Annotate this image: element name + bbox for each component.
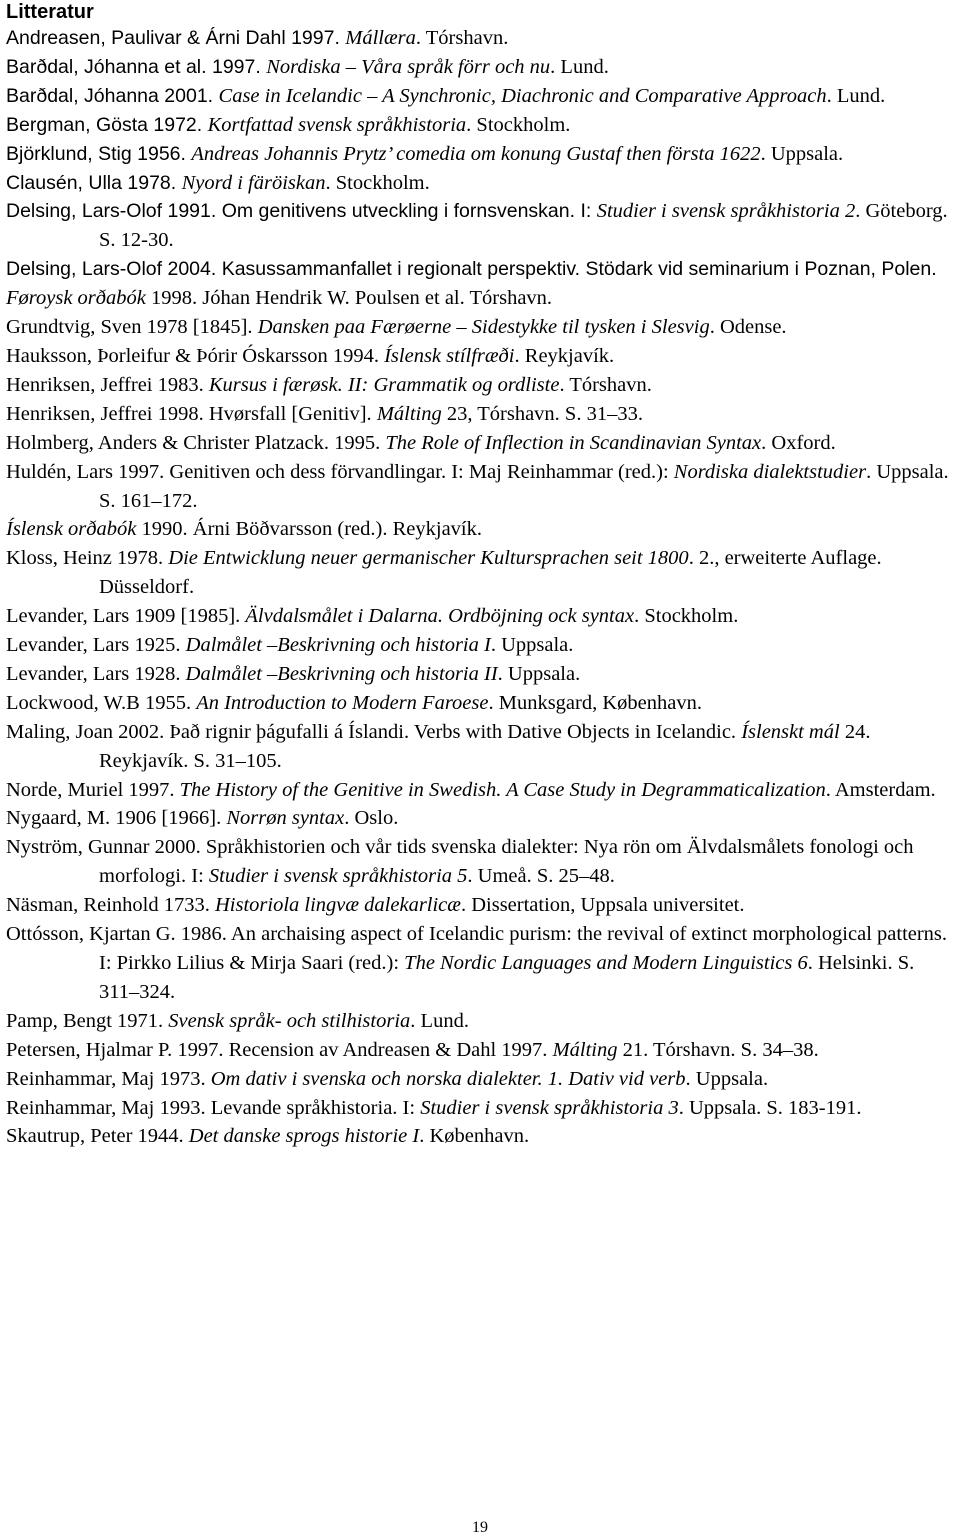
reference-title-italic: The Nordic Languages and Modern Linguistics 6 [404, 952, 808, 974]
reference-text: 1998. Jóhan Hendrik W. Poulsen et al. Tórshavn. [145, 287, 553, 310]
reference-text: Lockwood, W.B 1955. [6, 691, 197, 714]
reference-text: Reinhammar, Maj 1973. [6, 1067, 211, 1090]
reference-entry [6, 833, 956, 891]
reference-text: Näsman, Reinhold 1733. [6, 894, 215, 917]
reference-text: Delsing, Lars-Olof 1991. Om genitivens utveckling i fornsvenskan. I: [6, 200, 597, 223]
reference-entry [6, 544, 956, 602]
reference-text: . Uppsala. [497, 662, 581, 685]
reference-text: Maling, Joan 2002. Það rignir þágufalli á Íslandi. Verbs with Dative Objects in Icelandic. [6, 720, 742, 743]
reference-title-italic: Málting [376, 402, 442, 425]
section-heading: Litteratur [6, 1, 94, 23]
reference-title-italic: Íslensk stílfræði [384, 344, 515, 367]
reference-title-italic: The History of the Genitive in Swedish. A Case Study in Degrammaticalization [179, 778, 826, 801]
reference-title-italic: Kursus i færøsk. II: Grammatik og ordliste [208, 373, 560, 396]
reference-text: . Göteborg. S. 12-30. [99, 200, 948, 252]
reference-text: Petersen, Hjalmar P. 1997. Recension av Andreasen & Dahl 1997. [6, 1038, 553, 1061]
reference-entry [6, 660, 956, 689]
reference-entry [6, 1094, 956, 1123]
reference-text: . Stockholm. [466, 113, 571, 136]
reference-text: Bergman, Gösta 1972. [6, 113, 208, 136]
reference-text: . Amsterdam. [825, 778, 936, 801]
reference-text: . Munksgard, København. [488, 691, 702, 714]
reference-text: . Dissertation, Uppsala universitet. [460, 894, 745, 917]
reference-entry [6, 458, 956, 516]
reference-text: . Stockholm. [634, 605, 739, 628]
reference-text: . Umeå. S. 25–48. [467, 865, 615, 888]
reference-text: . Oxford. [761, 431, 836, 454]
reference-entry [6, 400, 956, 429]
reference-text: . Uppsala. [490, 634, 574, 657]
reference-entry [6, 313, 956, 342]
reference-entry [6, 197, 956, 255]
reference-text: . Lund. [550, 55, 609, 78]
reference-text: . 2., erweiterte Auflage. Düsseldorf. [99, 547, 882, 599]
reference-title-italic: Svensk språk- och stilhistoria [168, 1009, 411, 1032]
reference-title-italic: Íslensk orðabók [6, 518, 137, 541]
reference-text: . Uppsala. S. 183-191. [678, 1096, 862, 1119]
reference-entry [6, 82, 956, 111]
reference-title-italic: Nordiska – Våra språk förr och nu [266, 55, 551, 78]
reference-text: . Lund. [826, 84, 886, 107]
reference-entry [6, 1065, 956, 1094]
page-number: 19 [472, 1519, 488, 1536]
reference-list [6, 24, 956, 1151]
reference-title-italic: Det danske sprogs historie I [188, 1125, 420, 1148]
reference-text: . Helsinki. S. 311–324. [99, 952, 915, 1003]
reference-entry [6, 429, 956, 458]
reference-text: . Oslo. [344, 807, 399, 830]
reference-entry [6, 140, 956, 169]
reference-entry [6, 1007, 956, 1036]
reference-text: Delsing, Lars-Olof 2004. Kasussammanfallet i regionalt perspektiv. Stödark vid seminarium i Poznan, Polen. [6, 258, 937, 281]
reference-text: Clausén, Ulla 1978. [6, 171, 182, 194]
reference-entry [6, 284, 956, 313]
reference-entry [6, 371, 956, 400]
reference-entry [6, 1036, 956, 1065]
reference-text: Henriksen, Jeffrei 1983. [6, 373, 209, 396]
reference-text: . Reykjavík. [514, 344, 615, 367]
reference-entry [6, 169, 956, 198]
reference-entry [6, 689, 956, 718]
reference-text: Grundtvig, Sven 1978 [1845]. [6, 316, 258, 339]
reference-text: Levander, Lars 1909 [1985]. [6, 605, 246, 628]
reference-entry [6, 631, 956, 660]
reference-text: . Odense. [709, 316, 787, 339]
reference-text: 21. Tórshavn. S. 34–38. [617, 1038, 819, 1061]
reference-text: Holmberg, Anders & Christer Platzack. 1995. [6, 431, 386, 454]
reference-text: . Uppsala. [760, 142, 844, 165]
reference-entry [6, 111, 956, 140]
reference-text: Levander, Lars 1928. [6, 662, 186, 685]
reference-title-italic: Mállæra [345, 27, 416, 49]
reference-entry [6, 515, 956, 544]
reference-text: Huldén, Lars 1997. Genitiven och dess förvandlingar. I: Maj Reinhammar (red.): [6, 460, 674, 483]
reference-text: Nyström, Gunnar 2000. Språkhistorien och vår tids svenska dialekter: Nya rön om Älvdalsmålets fonologi och morfologi. I: [6, 836, 914, 888]
reference-title-italic: Málting [552, 1038, 618, 1061]
reference-title-italic: Andreas Johannis Prytz’ comedia om konung Gustaf then första 1622 [191, 142, 761, 165]
reference-title-italic: Nyord i färöiskan [181, 171, 326, 194]
reference-text: Norde, Muriel 1997. [6, 778, 180, 801]
reference-title-italic: Studier i svensk språkhistoria 2 [596, 200, 856, 223]
reference-entry [6, 718, 956, 776]
reference-text: . Uppsala. S. 161–172. [99, 460, 949, 512]
reference-title-italic: Dalmålet –Beskrivning och historia I [185, 634, 491, 657]
reference-entry [6, 24, 956, 53]
reference-title-italic: Die Entwicklung neuer germanischer Kultursprachen seit 1800 [168, 547, 689, 570]
reference-entry [6, 1122, 956, 1151]
reference-text: 23, Tórshavn. S. 31–33. [441, 402, 643, 425]
reference-text: Björklund, Stig 1956. [6, 142, 192, 165]
reference-title-italic: Älvdalsmålet i Dalarna. Ordböjning ock syntax [245, 605, 635, 628]
reference-entry [6, 255, 956, 284]
reference-text: . Tórshavn. [415, 27, 509, 49]
reference-text: Levander, Lars 1925. [6, 634, 186, 657]
reference-text: Kloss, Heinz 1978. [6, 547, 169, 570]
reference-text: . Tórshavn. [559, 373, 652, 396]
reference-text: Barðdal, Jóhanna 2001. [6, 84, 219, 107]
bibliography-page [6, 0, 956, 1151]
reference-entry [6, 891, 956, 920]
reference-text: Barðdal, Jóhanna et al. 1997. [6, 55, 267, 78]
reference-entry [6, 342, 956, 371]
reference-entry [6, 53, 956, 82]
reference-text: Andreasen, Paulivar & Árni Dahl 1997. [6, 27, 346, 49]
reference-text: 1990. Árni Böðvarsson (red.). Reykjavík. [136, 518, 482, 541]
reference-text: Pamp, Bengt 1971. [6, 1009, 169, 1032]
reference-text: Hauksson, Þorleifur & Þórir Óskarsson 1994. [6, 344, 385, 367]
reference-text: Ottósson, Kjartan G. 1986. An archaising aspect of Icelandic purism: the revival of extinct morphological patterns. I: Pirkko Lilius & Mirja Saari (red.): [6, 923, 948, 974]
reference-title-italic: Íslenskt mál [741, 720, 840, 743]
reference-text: 24. Reykjavík. S. 31–105. [99, 720, 871, 772]
reference-text: Nygaard, M. 1906 [1966]. [6, 807, 227, 830]
reference-entry [6, 602, 956, 631]
reference-title-italic: Studier i svensk språkhistoria 5 [208, 865, 468, 888]
reference-title-italic: Historiola lingvæ dalekarlicæ [214, 894, 461, 917]
reference-title-italic: Kortfattad svensk språkhistoria [207, 113, 467, 136]
reference-text: . København. [419, 1125, 530, 1148]
reference-entry [6, 776, 956, 805]
reference-title-italic: Case in Icelandic – A Synchronic, Diachronic and Comparative Approach [218, 84, 827, 107]
reference-text: . Uppsala. [685, 1067, 769, 1090]
reference-text: . Lund. [410, 1009, 469, 1032]
reference-title-italic: The Role of Inflection in Scandinavian Syntax [385, 431, 762, 454]
reference-title-italic: Om dativ i svenska och norska dialekter. 1. Dativ vid verb [210, 1067, 686, 1090]
reference-title-italic: Føroysk orðabók [6, 287, 146, 310]
reference-text: . Stockholm. [325, 171, 430, 194]
reference-text: Skautrup, Peter 1944. [6, 1125, 189, 1148]
reference-entry [6, 804, 956, 833]
reference-title-italic: Norrøn syntax [226, 807, 345, 830]
reference-title-italic: Dansken paa Færøerne – Sidestykke til tysken i Slesvig [257, 316, 710, 339]
reference-title-italic: Dalmålet –Beskrivning och historia II [185, 662, 498, 685]
reference-title-italic: Nordiska dialektstudier [673, 460, 867, 483]
reference-entry [6, 920, 956, 1007]
reference-title-italic: An Introduction to Modern Faroese [196, 691, 489, 714]
reference-text: Henriksen, Jeffrei 1998. Hvørsfall [Genitiv]. [6, 402, 377, 425]
reference-title-italic: Studier i svensk språkhistoria 3 [420, 1096, 679, 1119]
reference-text: Reinhammar, Maj 1993. Levande språkhistoria. I: [6, 1096, 421, 1119]
